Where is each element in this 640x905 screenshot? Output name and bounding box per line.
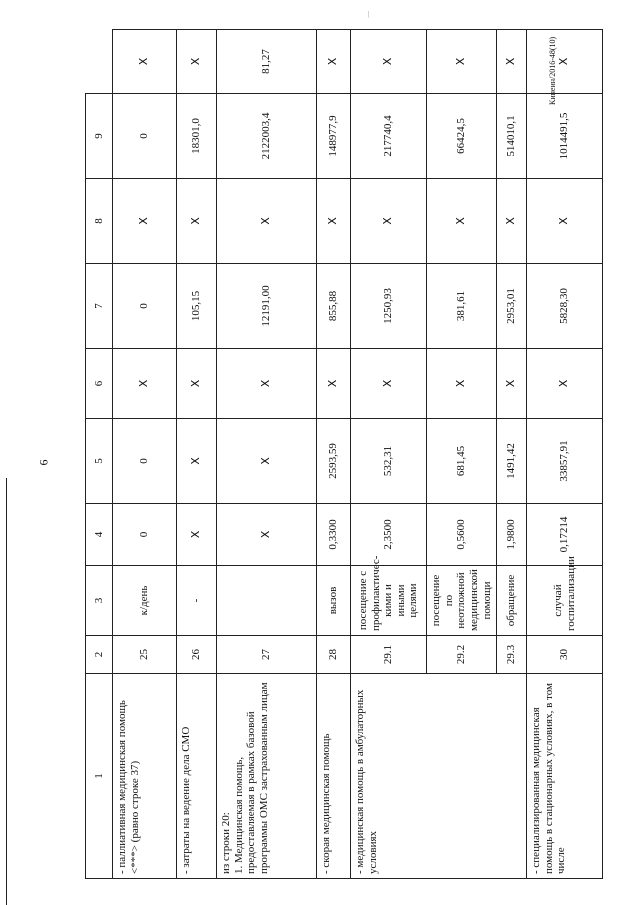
row-c8: 66424,5 <box>427 94 497 179</box>
row-c3: 0,5600 <box>427 504 497 566</box>
row-c6: 2953,01 <box>497 264 527 349</box>
row-c7: X <box>427 179 497 264</box>
table-row <box>351 30 427 879</box>
row-unit: вызов <box>317 566 351 636</box>
table-row <box>177 30 217 879</box>
row-line: 29.1 <box>351 636 427 674</box>
table-row <box>113 30 177 879</box>
row-c6: 5828,30 <box>527 264 603 349</box>
row-c7: X <box>113 179 177 264</box>
row-c7: X <box>497 179 527 264</box>
row-name: - медицинская помощь в амбулаторных условиях <box>351 674 527 879</box>
row-c7: X <box>217 179 317 264</box>
header-cell: 8 <box>86 179 113 264</box>
page-number: 6 <box>36 459 51 466</box>
row-unit: посещение с профилактичес-кими и иными целями <box>351 566 427 636</box>
row-c3: 2,3500 <box>351 504 427 566</box>
row-c6: 1250,93 <box>351 264 427 349</box>
row-c9: X <box>351 30 427 94</box>
corner-mark: | <box>368 10 370 18</box>
row-c8: 514010,1 <box>497 94 527 179</box>
header-cell: 2 <box>86 636 113 674</box>
row-c9: X <box>527 30 603 94</box>
row-c4: 0 <box>113 419 177 504</box>
row-unit: случай госпитализации <box>527 566 603 636</box>
row-line: 26 <box>177 636 217 674</box>
row-c9: X <box>113 30 177 94</box>
row-c3: 0 <box>113 504 177 566</box>
row-line: 29.2 <box>427 636 497 674</box>
row-c3: X <box>217 504 317 566</box>
table-row <box>527 30 603 879</box>
row-c6: 12191,00 <box>217 264 317 349</box>
row-c9: X <box>427 30 497 94</box>
row-c3: 1,9800 <box>497 504 527 566</box>
row-c4: 2593,59 <box>317 419 351 504</box>
row-unit: посещение по неотложной медицинской помощи <box>427 566 497 636</box>
rotated-table-wrapper <box>85 29 595 879</box>
row-c9: X <box>317 30 351 94</box>
header-cell: 6 <box>86 349 113 419</box>
row-unit: к/день <box>113 566 177 636</box>
row-line: 27 <box>217 636 317 674</box>
row-line: 28 <box>317 636 351 674</box>
row-c8: 1014491,5 <box>527 94 603 179</box>
header-cell: 5 <box>86 419 113 504</box>
row-unit: обращение <box>497 566 527 636</box>
document-id: Кинеин/2016-48(10) <box>548 36 557 105</box>
row-c4: 33857,91 <box>527 419 603 504</box>
row-c3: 0,3300 <box>317 504 351 566</box>
row-c6: 0 <box>113 264 177 349</box>
table-header-row <box>86 30 113 879</box>
row-c4: 532,31 <box>351 419 427 504</box>
row-c4: 1491,42 <box>497 419 527 504</box>
row-c4: 681,45 <box>427 419 497 504</box>
row-c8: 217740,4 <box>351 94 427 179</box>
header-cell: 1 <box>86 674 113 879</box>
row-line: 29.3 <box>497 636 527 674</box>
row-c8: 2122003,4 <box>217 94 317 179</box>
row-c9: X <box>497 30 527 94</box>
row-c7: X <box>177 179 217 264</box>
row-line: 25 <box>113 636 177 674</box>
row-c5: X <box>427 349 497 419</box>
row-c6: 105,15 <box>177 264 217 349</box>
row-c3: 0,17214 <box>527 504 603 566</box>
row-c5: X <box>217 349 317 419</box>
header-cell: 7 <box>86 264 113 349</box>
header-cell: 3 <box>86 566 113 636</box>
margin-rule <box>6 478 7 905</box>
row-name: из строки 20: 1. Медицинская помощь, предоставляемая в рамках базовой программы ОМС застрахованным лицам <box>217 674 317 879</box>
table-row <box>217 30 317 879</box>
row-c7: X <box>351 179 427 264</box>
row-c8: 18301,0 <box>177 94 217 179</box>
row-c8: 0 <box>113 94 177 179</box>
data-table <box>85 29 603 879</box>
row-name: - специализированная медицинская помощь в стационарных условиях, в том числе <box>527 674 603 879</box>
row-c5: X <box>113 349 177 419</box>
header-cell: 4 <box>86 504 113 566</box>
row-c7: X <box>317 179 351 264</box>
row-c8: 148977,9 <box>317 94 351 179</box>
row-c5: X <box>527 349 603 419</box>
row-name: - скорая медицинская помощь <box>317 674 351 879</box>
row-c5: X <box>497 349 527 419</box>
row-c4: X <box>177 419 217 504</box>
row-unit: - <box>177 566 217 636</box>
row-c7: X <box>527 179 603 264</box>
row-c9: 81,27 <box>217 30 317 94</box>
row-line: 30 <box>527 636 603 674</box>
row-name: - затраты на ведение дела СМО <box>177 674 217 879</box>
row-c3: X <box>177 504 217 566</box>
row-c5: X <box>351 349 427 419</box>
row-c4: X <box>217 419 317 504</box>
row-c6: 381,61 <box>427 264 497 349</box>
row-c5: X <box>317 349 351 419</box>
row-c6: 855,88 <box>317 264 351 349</box>
row-unit <box>217 566 317 636</box>
header-cell: 9 <box>86 94 113 179</box>
row-name: - паллиативная медицинская помощь <***> (равно строке 37) <box>113 674 177 879</box>
row-c9: X <box>177 30 217 94</box>
table-row <box>317 30 351 879</box>
row-c5: X <box>177 349 217 419</box>
